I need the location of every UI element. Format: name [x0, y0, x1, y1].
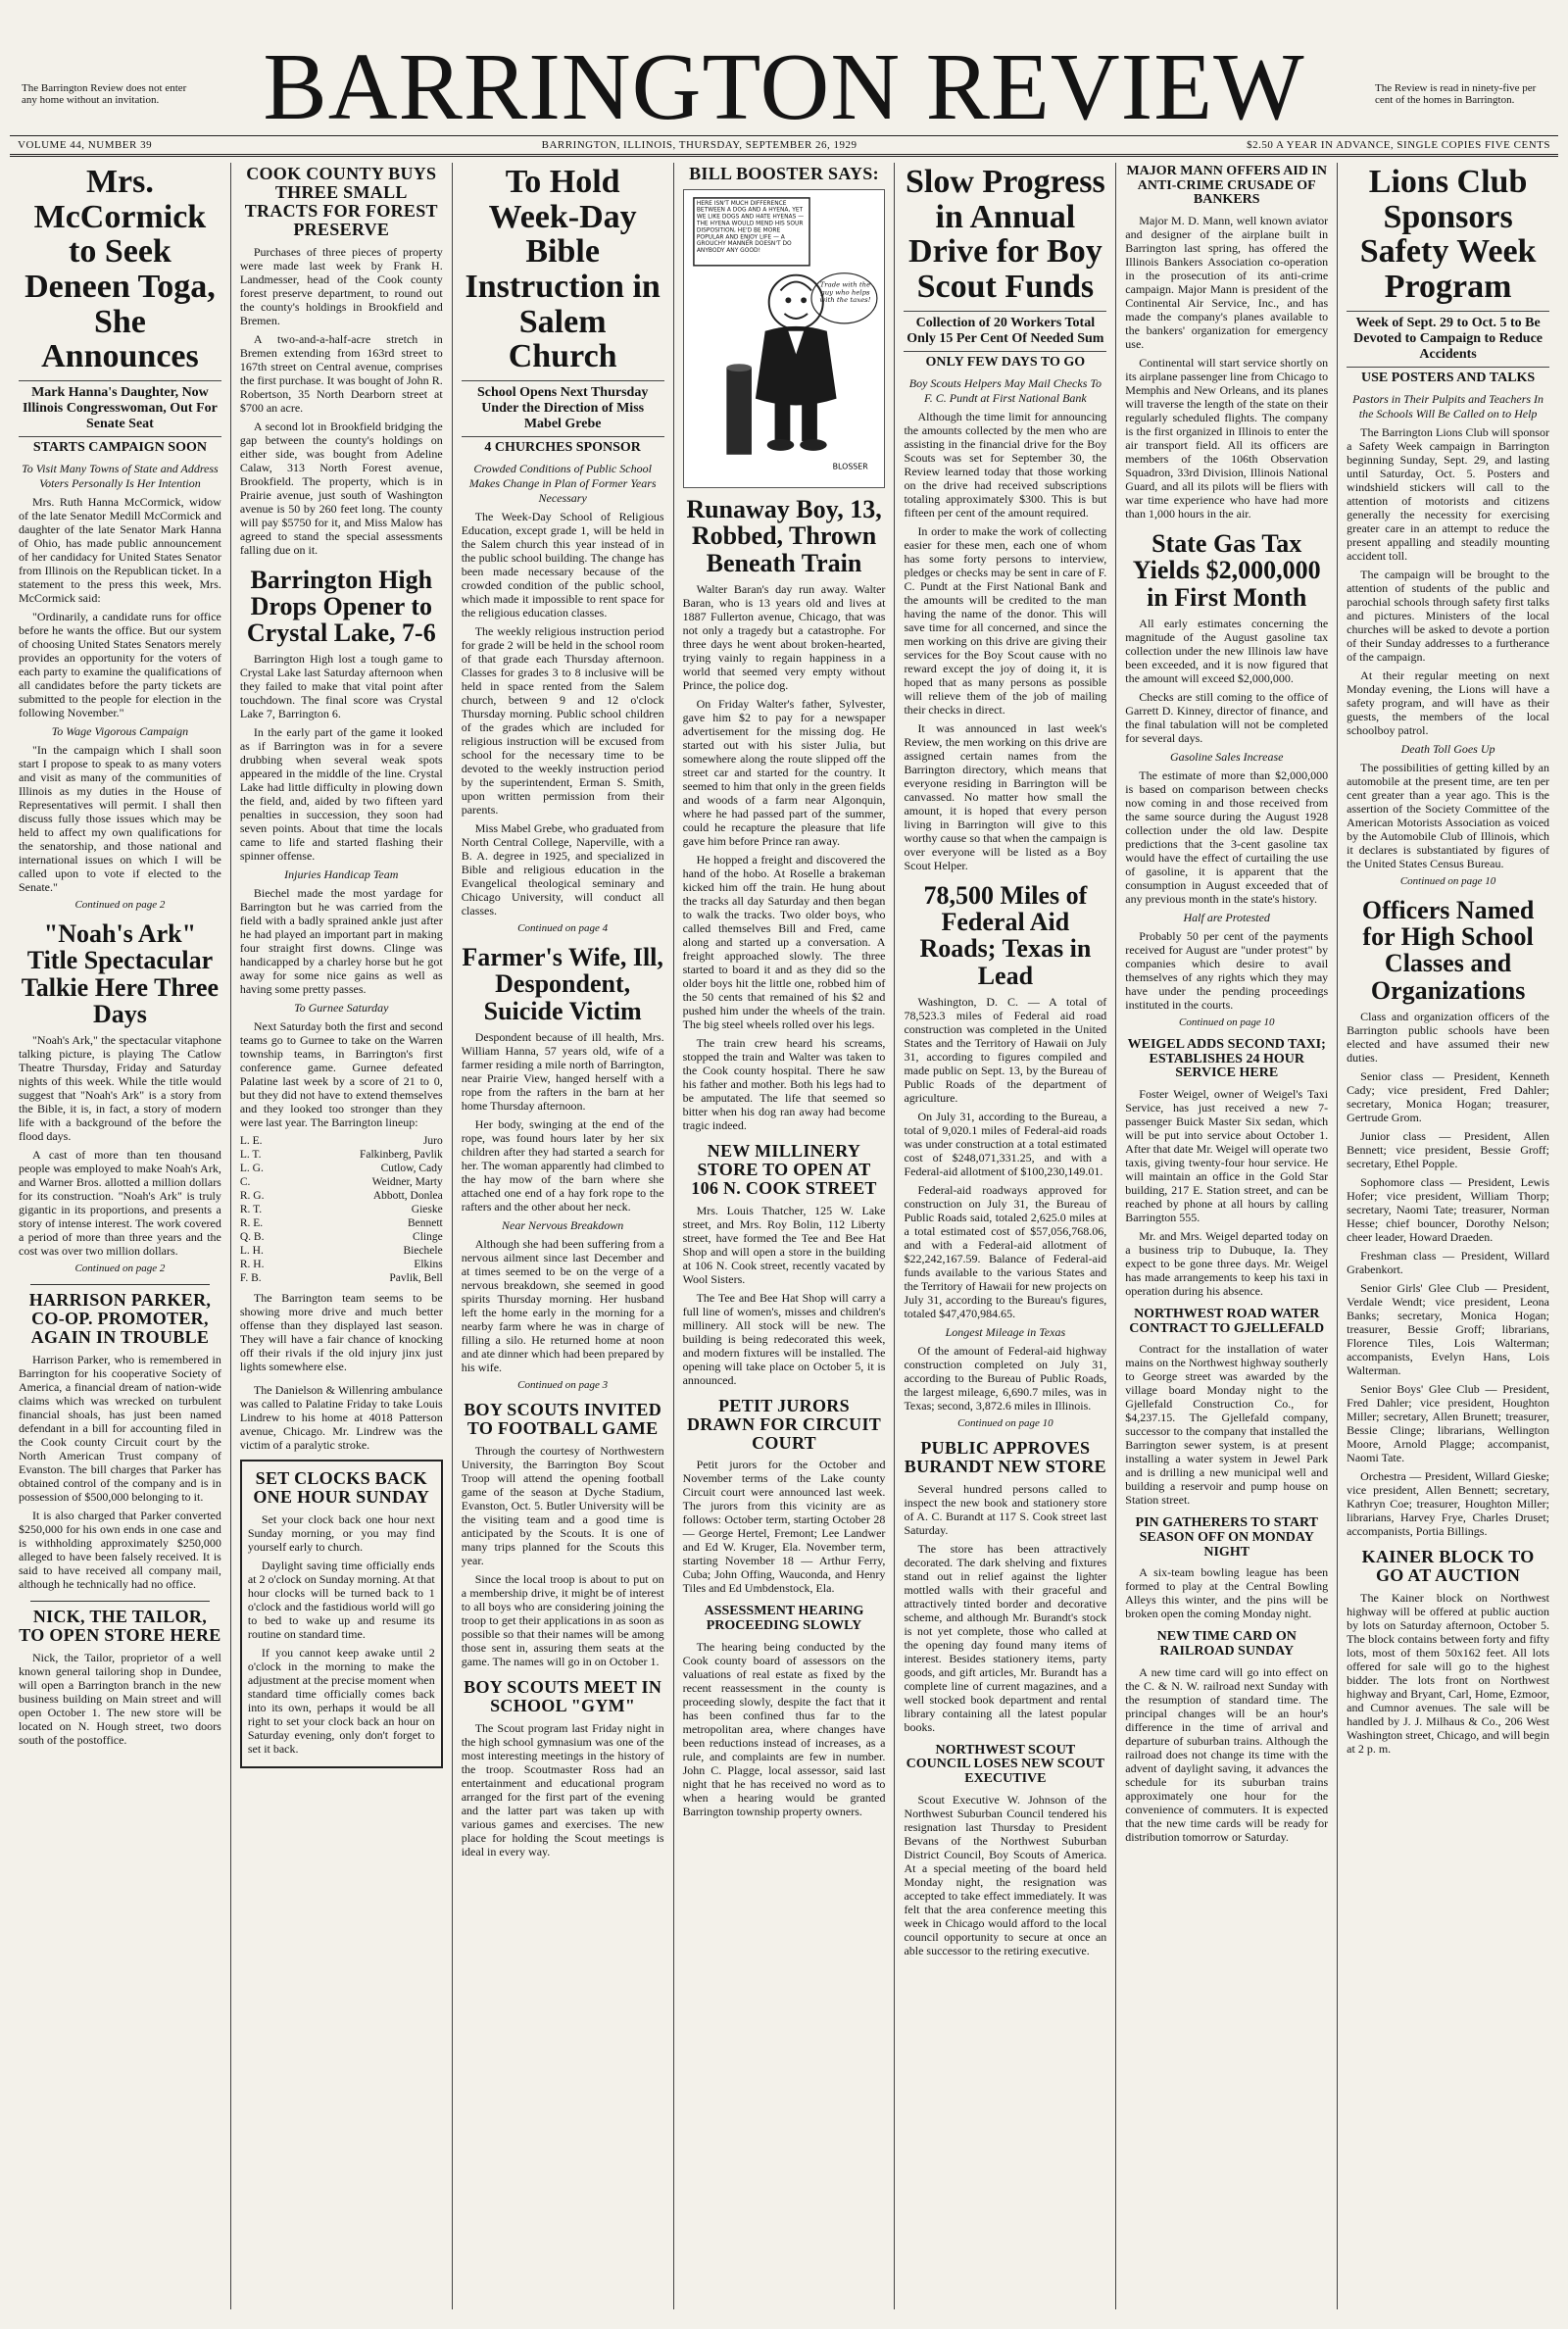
headline: "Noah's Ark" Title Spectacular Talkie Here Three Days	[21, 919, 220, 1028]
paragraph: Of the amount of Federal-aid highway construction completed on July 31, according to the Bureau of Public Roads, the largest mileage, 6,690.7 miles, was in Texas; second, 3,872.6 miles in Illinois.	[904, 1343, 1107, 1412]
paragraph: Mrs. Ruth Hanna McCormick, widow of the late Senator Medill McCormick and daughter of the late Senator Mark Hanna of Ohio, has made public announcement of her candidacy for United States Senator from Illinois on the Republican ticket. In a statement to the press this week, Mrs. McCormick said:	[19, 495, 221, 606]
subhead: STARTS CAMPAIGN SOON	[32, 440, 207, 456]
article-scout-council	[904, 1744, 1106, 1957]
paragraph: Probably 50 per cent of the payments received for August are "under protest" by companies which desire to avail themselves of any rights which they may have under the pending proceedings instituted in the courts.	[1125, 928, 1329, 1012]
headline: Slow Progress in Annual Drive for Boy Scout Funds	[906, 164, 1105, 306]
paragraph: All early estimates concerning the magnitude of the August gasoline tax collection under the new Illinois law have been exceeded, and it is now figured that the amount will exceed $2,000,000.	[1125, 616, 1329, 685]
column-3	[453, 163, 674, 2309]
headline: NORTHWEST SCOUT COUNCIL LOSES NEW SCOUT EXECUTIVE	[906, 1742, 1105, 1786]
column-7	[1338, 163, 1558, 2309]
lineup-row: L. G. Cutlow, Cady	[239, 1163, 443, 1175]
paragraph: Sophomore class — President, Lewis Hofer; vice president, William Thorp; secretary, Naomi Tate; treasurer, Norman Hesse; chief bouncer, Dorothy Nelson; cheer leader, Howard Draeden.	[1347, 1174, 1550, 1244]
paragraph: The possibilities of getting killed by an automobile at the present time, are ten per cent greater than a year ago. This is the assertion of the Society Committee of the American Motorists Association as voiced by the Automobile Club of Illinois, which it declares is substantiated by figures of the United States Census Bureau.	[1347, 760, 1550, 870]
bill-booster-cartoon	[683, 189, 886, 488]
paragraph: Orchestra — President, Willard Gieske; vice president, Allen Bennett; secretary, Kathryn Coe; treasurer, Houghton Miller; librarians, Harvey Frye, Charles Druset; accompanists, Portia Billings.	[1347, 1468, 1550, 1538]
lineup-row: L. H. Biechele	[239, 1245, 443, 1258]
lineup-row: F. B. Pavlik, Bell	[239, 1272, 443, 1285]
article-gas-tax	[1125, 530, 1328, 1028]
paragraph: "Noah's Ark," the spectacular vitaphone talking picture, is playing The Catlow Theatre Thursday, Friday and Saturday nights of this week. While the title would suggest that "Noah's Ark" is a story from the Bible, it is, in fact, a story of modern life with a background of the before the flood days.	[19, 1033, 221, 1144]
article-football	[240, 567, 443, 1374]
headline: HARRISON PARKER, CO-OP. PROMOTER, AGAIN IN TROUBLE	[28, 1290, 212, 1348]
article-federal-aid-roads	[904, 882, 1106, 1429]
crosshead: Death Toll Goes Up	[1400, 741, 1495, 756]
headline: BOY SCOUTS INVITED TO FOOTBALL GAME	[464, 1399, 662, 1438]
continued-note: Continued on page 4	[517, 922, 609, 935]
continued-note: Continued on page 10	[1178, 1016, 1275, 1028]
paragraph: Several hundred persons called to inspect the new book and stationery store of A. C. Burandt at 117 S. Cook street last Saturday.	[904, 1481, 1107, 1537]
paragraph: Junior class — President, Allen Bennett; vice president, Bessie Groff; secretary, Ethel Popple.	[1347, 1128, 1550, 1170]
crosshead: Near Nervous Breakdown	[502, 1217, 624, 1232]
headline: Runaway Boy, 13, Robbed, Thrown Beneath Train	[686, 495, 882, 577]
paragraph: A six-team bowling league has been formed to play at the Central Bowling Alleys this winter, and the pins will be broken open the coming Monday night.	[1125, 1565, 1329, 1621]
headline: Barrington High Drops Opener to Crystal Lake, 7-6	[246, 565, 436, 648]
paragraph: Foster Weigel, owner of Weigel's Taxi Service, has just received a new 7-passenger Buick Master Six sedan, which will be put into service about October 1. After that date Mr. Weigel will operate two taxis, giving twenty-four hour service. He will maintain an office in the Gold Star building, 217 E. Station street, and can be reached by phone at all hours by calling Barrington 555.	[1125, 1087, 1329, 1225]
paragraph: The weekly religious instruction period for grade 2 will be held in the school room of that grade each Thursday afternoon. Classes for grades 3 to 8 inclusive will be held in space rented from the Salem church, between 9 and 12 o'clock Thursday morning. Public school children of the grades which are included for religious instruction will be excused from school for the necessary time to be devoted to the weekly instruction period by the superintendent, Erman S. Smith, upon written permission from their parents.	[461, 624, 664, 818]
article-bowling	[1125, 1516, 1328, 1620]
headline: Lions Club Sponsors Safety Week Program	[1359, 164, 1537, 306]
subdeck: To Visit Many Towns of State and Address Voters Personally Is Her Intention	[22, 462, 219, 491]
headline: BOY SCOUTS MEET IN SCHOOL "GYM"	[464, 1676, 662, 1715]
crosshead: To Gurnee Saturday	[294, 1001, 389, 1016]
paragraph: The Kainer block on Northwest highway will be offered at public auction by lots on Saturday afternoon, October 5. The block contains between forty and fifty lots, most of them 50x162 feet. All lots offered for sale will go to the highest bidder. The lots front on Northwest highway and Bryant, Carl, Home, Ezmoor, and Cumnor avenues. The sale will be handled by J. J. Milhaus & Co., 206 West Washington street, Chicago, and will begin at 2 p. m.	[1347, 1590, 1550, 1756]
artist-signature: BLOSSER	[832, 462, 868, 471]
paragraph: Scout Executive W. Johnson of the Northwest Suburban Council tendered his resignation last Thursday to President Bevans of the Northwest Suburban District Council, Boy Scouts of America. At a special meeting of the board held Monday night, the resignation was accepted to take effect immediately. It was felt that the area conference meeting this week in Chicago would afford to the local council opportunity to secure at once an able successor to the retiring executive.	[904, 1792, 1107, 1957]
paragraph: Harrison Parker, who is remembered in Barrington for his cooperative Society of America, a financial dream of nation-wide claims which was wrecked on turbulent financial shoals, has just been named defendant in a bill for accounting filed in the Cook county Circuit court by the North American Trust company of Evanston. The bill charges that Parker has obtained control of the company and is in possession of $500,000 belonging to it.	[19, 1352, 221, 1504]
paragraph: If you cannot keep awake until 2 o'clock in the morning to make the adjustment at the precise moment when standard time officially comes back into its own, perhaps it would be all right to set your clock back an hour on Saturday evening, only don't forget to set it back.	[247, 1646, 435, 1757]
paragraph: Miss Mabel Grebe, who graduated from North Central College, Naperville, with a B. A. degree in 1925, and specialized in Bible and religious education in the Evangelical theological seminary and Chicago University, will conduct all classes.	[461, 821, 664, 918]
divider	[30, 1284, 210, 1285]
headline: SET CLOCKS BACK ONE HOUR SUNDAY	[253, 1468, 430, 1508]
continued-note: Continued on page 10	[1399, 874, 1496, 887]
paragraph: A second lot in Brookfield bridging the gap between the county's holdings on either side, was bought from Adeline Calaw, 313 North Forest avenue, Brookfield. The property, which is in Prairie avenue, just south of Washington avenue is 50 by 260 feet long. The county will pay $5750 for it, and Miss Malow has agreed to stand the special assessments falling due on it.	[239, 419, 443, 557]
article-petit-jurors	[683, 1397, 886, 1596]
booster-illustration	[688, 194, 881, 483]
divider	[30, 1601, 210, 1602]
subscription-price: $2.50 A YEAR IN ADVANCE, SINGLE COPIES FIVE CENTS	[1247, 139, 1550, 151]
deck: Collection of 20 Workers Total Only 15 Per Cent Of Needed Sum	[904, 311, 1106, 352]
column-6	[1116, 163, 1338, 2309]
headline: NEW MILLINERY STORE TO OPEN AT 106 N. COOK STREET	[691, 1141, 877, 1198]
paragraph: Next Saturday both the first and second teams go to Gurnee to take on the Warren township teams, in Barrington's first conference game. Gurnee defeated Palatine last week by a score of 21 to 0, but they did not have to extend themselves and they looked too stronger than they were last year. The Barrington lineup:	[239, 1019, 443, 1130]
headline: State Gas Tax Yields $2,000,000 in First Month	[1132, 529, 1321, 612]
paragraph: Washington, D. C. — A total of 78,523.3 miles of Federal aid road construction was completed in the United States and the Territory of Hawaii on July 31, according to figures compiled and made public on Sept. 13, by the Bureau of Public Roads of the department of agriculture.	[904, 994, 1107, 1105]
paragraph: The campaign will be brought to the attention of students of the public and parochial schools through safety first talks and pictures. Ministers of the local churches will be asked to devote a portion of their Sunday addresses to a furtherance of the campaign.	[1347, 567, 1550, 664]
paragraph: Since the local troop is about to put on a membership drive, it might be of interest to all boys who are considering joining the troop to get their applications in as soon as possible so that their names will be among those sent in, assuring them seats at the game. The names will go in on October 1.	[461, 1571, 664, 1668]
headline: PIN GATHERERS TO START SEASON OFF ON MONDAY NIGHT	[1135, 1515, 1318, 1560]
paragraph: Nick, the Tailor, proprietor of a well known general tailoring shop in Dundee, will open a Barrington branch in the new business building on Main street and will open October 1. The new store will be located on N. Hough street, two doors south of the postoffice.	[19, 1650, 221, 1747]
paragraph: Biechel made the most yardage for Barrington but he was carried from the field with a badly sprained ankle just after he had played an important part in making four straight first downs. Clinge was handicapped by a charley horse but he got away for some nice gains as well as having some pretty passes.	[239, 886, 443, 997]
article-nick-tailor	[19, 1608, 221, 1747]
lineup-row: L. E. Juro	[239, 1135, 443, 1148]
paragraph: Her body, swinging at the end of the rope, was found hours later by her six children after they had started a search for her. The woman apparently had climbed to the hay mow of the barn where she attached one end of a hay fork rope to the rafters and the other about her neck.	[461, 1116, 664, 1214]
lineup-row: Q. B. Clinge	[239, 1231, 443, 1244]
newspaper-title: BARRINGTON REVIEW	[263, 34, 1305, 140]
article-millinery	[683, 1142, 886, 1387]
paragraph: Walter Baran's day run away. Walter Baran, who is 13 years old and lives at 1887 Fullerton avenue, Chicago, that was not only a tragedy but a catastrophe. For three days he went about broken-hearted, trying vainly to regain happiness in a world that seemed very empty without Prince, the police dog.	[682, 582, 886, 693]
paragraph: "Ordinarily, a candidate runs for office before he wants the office. But our system of choosing United States Senators merely provides an opportunity for the voters of each party to examine the qualifications of all candidates before the party tickets are submitted to the people for election in the following November."	[19, 610, 221, 720]
paragraph: He hopped a freight and discovered the hand of the hobo. At Roselle a brakeman kicked him off the train. He hung about the tracks all day Saturday and then began to walk the tracks. Two older boys, who called themselves Bill and Fred, came along and started up a conversation. A freight approached slowly. The three started to board it and as they did so the older boys hit the little one, robbed him of the 50 cents that remained of his $2 and pushed him under the wheels of the train. The big steel wheels rolled over his legs.	[682, 853, 886, 1032]
paragraph: The store has been attractively decorated. The dark shelving and fixtures stand out in relief against the lighter mottled walls with their graceful and attractively tinted border and decorative scheme, and although Mr. Burandt's stock is not yet complete, those who called at the opening day found many items of interest. Besides stationery items, party goods, and gift articles, Mr. Burandt has a complete line of current magazines, and a well stocked book department and rental library containing all the latest popular books.	[904, 1541, 1107, 1734]
headline: NICK, THE TAILOR, TO OPEN STORE HERE	[19, 1606, 221, 1645]
article-harrison-parker	[19, 1291, 221, 1591]
continued-note: Continued on page 2	[74, 899, 166, 912]
headline: To Hold Week-Day Bible Instruction in Salem Church	[465, 164, 661, 375]
paragraph: Senior class — President, Kenneth Cady; vice president, Fred Dahler; secretary, Monica Hogan; treasurer, Gertrude Grom.	[1347, 1068, 1550, 1124]
paragraph: Despondent because of ill health, Mrs. William Hanna, 57 years old, wife of a farmer residing a mile north of Barrington, near Prairie View, hanged herself with a rope from the rafters in the barn at her home Thursday afternoon.	[461, 1029, 664, 1113]
subhead: ONLY FEW DAYS TO GO	[925, 354, 1086, 370]
crosshead: To Wage Vigorous Campaign	[51, 724, 189, 739]
paragraph: Purchases of three pieces of property were made last week by Frank H. Landmesser, head of the Cook county forest preserve department, to round out the county's holdings in Brookfield and Bremen.	[239, 244, 443, 327]
paragraph: Federal-aid roadways approved for construction on July 31, the Bureau of Public Roads said, totaled 2,625.0 miles at a total estimated cost of $57,056,768.06, and with a Federal-aid allotment of $22,242,167.59. Balance of Federal-aid funds available to the various States and the Territory of Hawaii for new projects on July 31, according to the Bureau's figures, totaled $47,470,984.65.	[904, 1182, 1107, 1320]
column-2	[231, 163, 453, 2309]
paragraph: Daylight saving time officially ends at 2 o'clock on Sunday morning. At that hour clocks will be turned back to 1 o'clock and the fastidious world will go to bed to wake up and resume its routine on standard time.	[247, 1559, 435, 1642]
paragraph: The Danielson & Willenring ambulance was called to Palatine Friday to take Louis Lindrew to his home at 4018 Patterson avenue, Chicago. Mr. Lindrew was the victim of a paralytic stroke.	[239, 1383, 443, 1453]
article-forest-preserve	[240, 165, 443, 557]
paragraph: In the early part of the game it looked as if Barrington was in for a severe drubbing when several weak spots appeared in the middle of the line. Crystal Lake had little difficulty in plowing down the field, and, aided by two fifteen yard penalties in succession, they soon had seven points. About that time the locals came to life and started flashing their spinner offense.	[239, 725, 443, 864]
subhead: USE POSTERS AND TALKS	[1360, 371, 1536, 386]
headline: KAINER BLOCK TO GO AT AUCTION	[1361, 1546, 1535, 1585]
masthead	[10, 6, 1558, 140]
column-5	[895, 163, 1116, 2309]
paragraph: Barrington High lost a tough game to Crystal Lake last Saturday afternoon when they failed to make that vital point after touchdown. The final score was Crystal Lake 7, Barrington 6.	[239, 652, 443, 721]
clocks-back-box	[240, 1460, 443, 1768]
newspaper-page	[10, 6, 1558, 2315]
headline: Officers Named for High School Classes and Organizations	[1361, 895, 1535, 1005]
crosshead: Longest Mileage in Texas	[945, 1324, 1066, 1339]
paragraph: Petit jurors for the October and November terms of the Lake county Circuit court were announced last week. The jurors from this vicinity are as follows: October term, starting October 28 — George Hertel, Fremont; Lee Landwer and Ed W. Kruger, Ela. November term, starting November 18 — Arthur Ferry, Cuba; John Offing, Wauconda, and Henry Tiles and Ed Umbdenstock, Ela.	[682, 1458, 886, 1596]
volume-number: VOLUME 44, NUMBER 39	[18, 139, 153, 151]
paragraph: Through the courtesy of Northwestern University, the Barrington Boy Scout Troop will attend the opening football game of the season at Dyche Stadium, Evanston, Oct. 5. Butler University will be the visiting team and a good time is anticipated by the Scouts. It is one of many trips planned for the Scouts this year.	[461, 1443, 664, 1567]
paragraph: At their regular meeting on next Monday evening, the Lions will have a safety program, and will have as their guests, the members of the local schoolboy patrol.	[1347, 668, 1550, 737]
headline: MAJOR MANN OFFERS AID IN ANTI-CRIME CRUSADE OF BANKERS	[1126, 164, 1327, 208]
paragraph: It is also charged that Parker converted $250,000 for his own ends in one case and is withholding approximately $250,000 alleged to have been falsely received. It is said to have received all company mail, although he technically had no office.	[19, 1508, 221, 1591]
continued-note: Continued on page 3	[517, 1378, 609, 1391]
subhead: 4 CHURCHES SPONSOR	[484, 440, 641, 456]
football-lineup	[240, 1134, 443, 1285]
deck: Week of Sept. 29 to Oct. 5 to Be Devoted to Campaign to Reduce Accidents	[1347, 311, 1549, 368]
continued-note: Continued on page 2	[74, 1263, 166, 1275]
article-scout-funds	[904, 165, 1106, 872]
paragraph: Set your clock back one hour next Sunday morning, or you may find yourself early to church.	[247, 1512, 435, 1555]
paragraph: Although she had been suffering from a nervous ailment since last December and at times seemed to be on the verge of a nervous breakdown, she seemed in good spirits Thursday morning. Her husband left the home early in the morning for a nearby farm where he was in charge of filling a silo. He returned home at noon and ate dinner which had been prepared by his wife.	[461, 1236, 664, 1374]
paragraph: The train crew heard his screams, stopped the train and Walter was taken to the Cook county hospital. There he saw his father and mother. Both his legs had to be amputated. The life that seemed so bitter when his dog ran away had become tragic indeed.	[682, 1036, 886, 1133]
paragraph: "In the campaign which I shall soon start I propose to speak to as many voters and visit as many of the communities of Illinois as my duties in the House of Representatives will permit. I shall then discuss fully those issues which may be held to affect my own qualifications for the senatorship, and those national and international issues on which I will be called upon to vote if elected to the Senate."	[19, 743, 221, 895]
paragraph: The Tee and Bee Hat Shop will carry a full line of women's, misses and children's millinery. All stock will be new. The building is being redecorated this week, and modern fixtures will be installed. The opening will take place on October 5, it is announced.	[682, 1290, 886, 1387]
headline: ASSESSMENT HEARING PROCEEDING SLOWLY	[704, 1604, 864, 1634]
article-water-contract	[1125, 1308, 1328, 1507]
paragraph: Senior Girls' Glee Club — President, Verdale Wendt; vice president, Leona Banks; secretary, Monica Hogan; treasurer, Bessie Groff; librarians, Florence Tiles, Lois Walterman; accompanists, Evelyn Hans, Lois Walterman.	[1347, 1280, 1550, 1377]
article-scouts-football	[462, 1401, 664, 1668]
column-4	[674, 163, 896, 2309]
lineup-row: R. G. Abbott, Donlea	[239, 1190, 443, 1203]
ear-left: The Barrington Review does not enter any home without an invitation.	[22, 82, 187, 106]
paragraph: The hearing being conducted by the Cook county board of assessors on the valuations of real estate as fixed by the recent reassessment in the county is proceeding slowly, despite the fact that it has been confined thus far to the metropolitan area, where changes have been reductions instead of increases, as a rule, and complaints are few in number. John C. Plagge, local assessor, said last night that he has received no word as to when a hearing would be granted Barrington township property owners.	[682, 1639, 886, 1818]
speech-balloon: HERE ISN'T MUCH DIFFERENCE BETWEEN A DOG AND A HYENA, YET WE LIKE DOGS AND HATE HYENAS — THE HYENA WOULD MEND HIS SOUR DISPOSITION, HE'D BE MORE POPULAR AND ENJOY LIFE — A GROUCHY MANNER DOESN'T DO ANYBODY ANY GOOD!	[696, 199, 804, 254]
deck: Mark Hanna's Daughter, Now Illinois Congresswoman, Out For Senate Seat	[19, 380, 221, 437]
crosshead: Gasoline Sales Increase	[1169, 749, 1284, 764]
paragraph: Checks are still coming to the office of Garrett D. Kinney, director of finance, and the final tabulation will not be completed for several days.	[1125, 689, 1329, 745]
paragraph: Mr. and Mrs. Weigel departed today on a business trip to Dubuque, Ia. They expect to be gone three days. Mr. Weigel has made arrangements to keep his taxi in operation during his absence.	[1125, 1229, 1329, 1299]
article-farmers-wife	[462, 944, 664, 1391]
lineup-row: L. T. Falkinberg, Pavlik	[239, 1149, 443, 1162]
ear-right: The Review is read in ninety-five per cent of the homes in Barrington.	[1375, 82, 1537, 106]
deck: School Opens Next Thursday Under the Direction of Miss Mabel Grebe	[462, 380, 664, 437]
subdeck: Boy Scouts Helpers May Mail Checks To F. C. Pundt at First National Bank	[908, 375, 1102, 405]
paragraph: On Friday Walter's father, Sylvester, gave him $2 to pay for a newspaper advertisement for the missing dog. He started out with his sister Julia, but somewhere along the route slipped off the street car and started for the country. It seemed to him that only in the green fields and woods of a farm near Algonquin, where he had passed part of the summer, could he recapture the pleasure that life gave him before Prince ran away.	[682, 697, 886, 849]
paragraph: A new time card will go into effect on the C. & N. W. railroad next Sunday with the resumption of standard time. The principal changes will be an hour's difference in the time of arrival and departure of suburban trains. Although the railroad does not change its time with the advent of daylight saving, it advances the schedule for its suburban trains approximately one hour for the convenience of commuters. It is expected that the new time cards will be ready for distribution tomorrow or Saturday.	[1125, 1664, 1329, 1844]
headline: Farmer's Wife, Ill, Despondent, Suicide Victim	[462, 943, 663, 1025]
paragraph: The Barrington Lions Club will sponsor a Safety Week campaign in Barrington beginning Sunday, Sept. 29, and lasting until Saturday, Oct. 5. Posters and windshield stickers will call to the attention of motorists and citizens generally the necessity for exercising greater care in an attempt to reduce the present appalling and steadily mounting accident toll.	[1347, 424, 1550, 563]
article-major-mann	[1125, 165, 1328, 520]
signboard-text: Trade with the guy who helps with the taxes!	[818, 280, 871, 305]
article-mccormick	[19, 165, 221, 911]
article-scouts-gym	[462, 1678, 664, 1858]
article-runaway-boy	[683, 496, 886, 1132]
headline: PETIT JURORS DRAWN FOR CIRCUIT COURT	[686, 1395, 882, 1453]
continued-note: Continued on page 10	[957, 1416, 1054, 1429]
subdeck: Crowded Conditions of Public School Makes Change in Plan of Former Years Necessary	[468, 462, 657, 506]
paragraph: Senior Boys' Glee Club — President, Fred Dahler; vice president, Houghton Miller; secretary, Allen Brunett; treasurer, Bessie Clinge; librarians, Wellington Moore, Arnold Plagge; accompanist, Naomi Tate.	[1347, 1381, 1550, 1464]
article-class-officers	[1347, 897, 1549, 1538]
paragraph: Freshman class — President, Willard Grabenkort.	[1347, 1248, 1550, 1276]
subdeck: Pastors in Their Pulpits and Teachers In the Schools Will Be Called on to Help	[1352, 391, 1544, 421]
paragraph: A cast of more than ten thousand people was employed to make Noah's Ark, and Warner Bros. allotted a million dollars for its construction. "Noah's Ark" is truly gigantic in its proportions, and presents a story of intense interest. The work covered a period of more than three years and the cost was over two million dollars.	[19, 1148, 221, 1259]
place-date: BARRINGTON, ILLINOIS, THURSDAY, SEPTEMBER 26, 1929	[541, 139, 858, 151]
headline: NEW TIME CARD ON RAILROAD SUNDAY	[1156, 1629, 1297, 1660]
lineup-row: R. E. Bennett	[239, 1217, 443, 1230]
headline: 78,500 Miles of Federal Aid Roads; Texas in Lead	[919, 880, 1092, 990]
paragraph: The Week-Day School of Religious Education, except grade 1, will be held in the Salem church this year instead of in the public school building. The change has been made necessary because of the crowded condition of the public school, which made it impossible to rent space for the religious education classes.	[461, 510, 664, 620]
headline: NORTHWEST ROAD WATER CONTRACT TO GJELLEFALD	[1129, 1307, 1325, 1336]
article-time-card	[1125, 1630, 1328, 1843]
article-burandt-store	[904, 1439, 1106, 1734]
headline: Mrs. McCormick to Seek Deneen Toga, She Announces	[24, 164, 216, 375]
paragraph: Contract for the installation of water mains on the Northwest highway southerly to George street was awarded by the village board Monday night to the Gjellefald Construction Co., for $4,237.15. The Gjellefald company, successor to the company that installed the Barrington sewer system, is at present installing a water system in Jewel Park and is drilling a new municipal well and building a reservoir and pump house on Station street.	[1125, 1342, 1329, 1508]
article-weigel-taxi	[1125, 1038, 1328, 1298]
lineup-row: R. T. Gieske	[239, 1204, 443, 1216]
paragraph: On July 31, according to the Bureau, a total of 9,020.1 miles of Federal-aid roads was under construction at a total estimated cost of $248,071,331.25, and with a Federal-aid allotment of $100,230,149.01.	[904, 1109, 1107, 1178]
crosshead: Half are Protested	[1183, 910, 1270, 924]
paragraph: Major M. D. Mann, well known aviator and designer of the airplane built in Barrington last spring, has offered the Illinois Bankers Association co-operation in the prosecution of its anti-crime campaign. Major Mann is president of the Continental Air Service, Inc., and has made the company's planes available to the bankers' organization for emergency use.	[1125, 214, 1329, 352]
crosshead: Injuries Handicap Team	[284, 867, 399, 882]
paragraph: Continental will start service shortly on its airplane passenger line from Chicago to Memphis and New Orleans, and its planes will traverse the length of the state on their regularly scheduled flights. The company is the first organized in Illinois to enter the air transport field. All its officers are members of the 106th Observation Squadron, 33rd Division, Illinois National Guard, and all its pilots will be fliers with war time experience who have had more than 1,000 hours in the air.	[1125, 356, 1329, 521]
headline: WEIGEL ADDS SECOND TAXI; ESTABLISHES 24 HOUR SERVICE HERE	[1127, 1036, 1326, 1081]
paragraph: In order to make the work of collecting easier for these men, each one of whom has some forty persons to interview, pledges or checks may be sent in care of F. C. Pundt at the First National Bank and the amounts will be credited to the man having the name of the donor. This will save time for all concerned, and since the men working on this drive are giving their services for the Boy Scout cause with no reward except the joy of doing it, it is hoped that as many persons as possible will relieve them of the job of mailing their checks in direct.	[904, 523, 1107, 717]
article-kainer-block	[1347, 1548, 1549, 1756]
paragraph: A two-and-a-half-acre stretch in Bremen extending from 163rd street to 167th street on Central avenue, comprises the first purchase. It was bought of John R. Robertson, 35 North Dearborn street at $700 an acre.	[239, 331, 443, 415]
headline: PUBLIC APPROVES BURANDT NEW STORE	[904, 1437, 1106, 1476]
column-1	[10, 163, 231, 2309]
paragraph: Mrs. Louis Thatcher, 125 W. Lake street, and Mrs. Roy Bolin, 112 Liberty street, have formed the Tee and Bee Hat Shop and will open a store in the building at 106 N. Cook street, recently vacated by Wool Sisters.	[682, 1203, 886, 1286]
columns	[10, 157, 1558, 2309]
article-lions-club	[1347, 165, 1549, 887]
paragraph: The Barrington team seems to be showing more drive and much better offense than they displayed last season. They will have a fair chance of knocking off their rivals if the old injury jinx just lights somewhere else.	[239, 1291, 443, 1374]
headline: COOK COUNTY BUYS THREE SMALL TRACTS FOR FOREST PRESERVE	[244, 164, 438, 239]
paragraph: The estimate of more than $2,000,000 is based on comparison between checks now coming in and those received from the same source during the August 1928 collection under the old law. Despite predictions that the 3-cent gasoline tax would have the effect of curtailing the use of gasoline, it is apparent that the consumption in August exceeded that of any previous month in the state's history.	[1125, 768, 1329, 906]
lineup-row: C. Weidner, Marty	[239, 1176, 443, 1189]
bill-booster-heading: BILL BOOSTER SAYS:	[689, 164, 879, 183]
paragraph: Although the time limit for announcing the amounts collected by the men who are assisting in the financial drive for the Boy Scouts was set for September 30, the Review learned today that those working on the drive had received subscriptions totaling approximately $300. This is but fifteen per cent of the amount required.	[904, 409, 1107, 520]
article-noahs-ark	[19, 920, 221, 1274]
paragraph: The Scout program last Friday night in the high school gymnasium was one of the most interesting meetings in the history of the troop. Scoutmaster Ross had an entertainment and educational program arranged for the first part of the evening and the latter part was taken up with various games and exercises. The new place for holding the Scout meetings is ideal in every way.	[461, 1720, 664, 1858]
article-bible-instruction	[462, 165, 664, 934]
paragraph: It was announced in last week's Review, the men working on this drive are assigned certain names from the Barrington directory, which means that everyone residing in Barrington will be canvassed. No matter how small the amount, it is hoped that every person living in Barrington will give to this worthy cause so that when the campaign is over everyone will be listed as a Boy Scout Helper.	[904, 720, 1107, 872]
lineup-row: R. H. Elkins	[239, 1259, 443, 1271]
article-assessment	[683, 1605, 886, 1817]
paragraph: Class and organization officers of the Barrington public schools have been elected and have assumed their new duties.	[1347, 1009, 1550, 1065]
